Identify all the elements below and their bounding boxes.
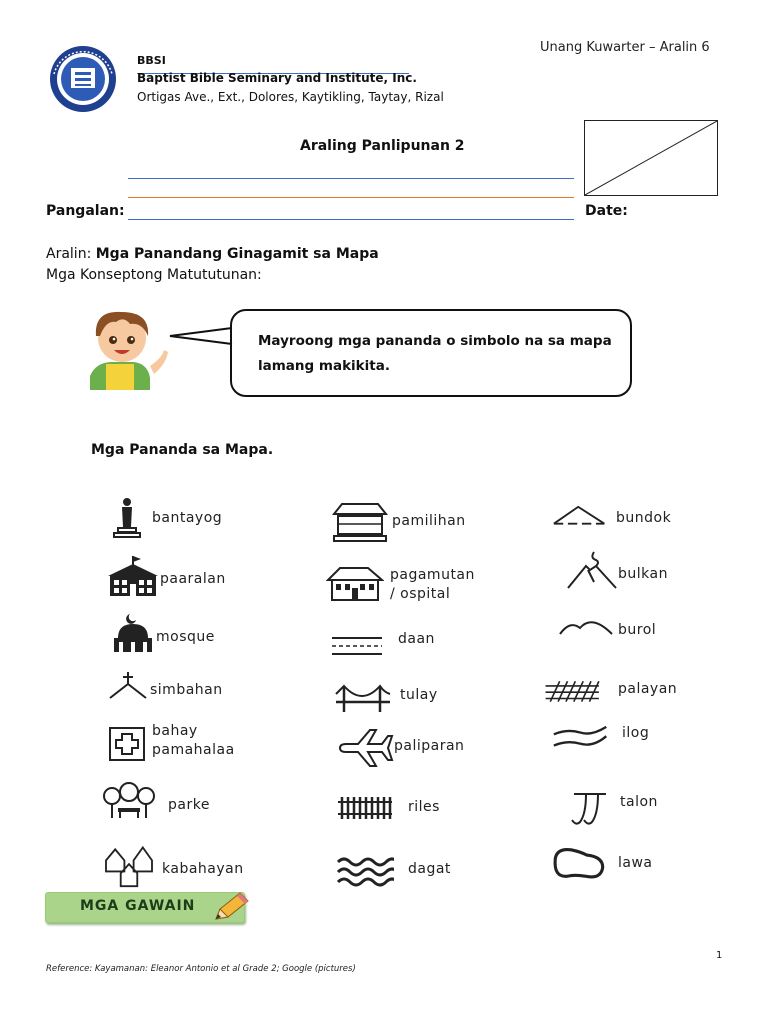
- reference-footnote: Reference: Kayamanan: Eleanor Antonio et al Grade 2; Google (pictures): [46, 964, 356, 974]
- legend-label: talon: [620, 794, 658, 810]
- legend-label-line: / ospital: [390, 586, 451, 602]
- school-seal-logo: [40, 44, 126, 114]
- road-icon: [330, 624, 388, 670]
- date-field-label: Date:: [585, 203, 628, 219]
- subject-title: Araling Panlipunan 2: [300, 138, 465, 154]
- market-icon: [330, 500, 388, 546]
- legend-label: bantayog: [152, 510, 223, 526]
- school-address: Ortigas Ave., Ext., Dolores, Kaytikling, Taytay, Rizal: [137, 90, 444, 104]
- legend-label: simbahan: [150, 682, 223, 698]
- speech-bubble-tail: [168, 326, 234, 348]
- school-icon: [104, 554, 162, 600]
- legend-label-line: bahay: [152, 723, 198, 739]
- mountain-icon: [552, 496, 610, 542]
- boy-illustration: [76, 306, 172, 390]
- legend-label: ilog: [622, 725, 650, 741]
- monument-icon: [98, 494, 156, 540]
- volcano-icon: [564, 548, 622, 594]
- legend-label: mosque: [156, 629, 215, 645]
- legend-label: bundok: [616, 510, 672, 526]
- sea-icon: [336, 848, 394, 894]
- legend-title: Mga Pananda sa Mapa.: [91, 442, 274, 458]
- legend-label: [152, 722, 235, 760]
- pencil-icon: [210, 891, 250, 923]
- legend-label: burol: [618, 622, 657, 638]
- school-abbreviation: BBSI: [137, 54, 166, 67]
- houses-icon: [100, 842, 158, 888]
- writing-line: [128, 178, 574, 179]
- legend-label: parke: [168, 797, 210, 813]
- writing-line: [128, 197, 574, 198]
- legend-label: paliparan: [394, 738, 465, 754]
- name-field-label: Pangalan:: [46, 203, 125, 219]
- writing-line: [128, 219, 574, 220]
- school-name: Baptist Bible Seminary and Institute, Inc.: [137, 71, 417, 85]
- river-icon: [552, 716, 610, 762]
- waterfall-icon: [566, 784, 624, 830]
- legend-label: palayan: [618, 681, 678, 697]
- speech-bubble-text: Mayroong mga pananda o simbolo na sa mapa lamang makikita.: [258, 333, 612, 374]
- airport-icon: [336, 726, 394, 772]
- concepts-label: Mga Konseptong Matututunan:: [46, 267, 262, 283]
- legend-label: lawa: [618, 855, 653, 871]
- mga-gawain-button-label[interactable]: MGA GAWAIN: [80, 898, 196, 914]
- legend-label: [390, 566, 475, 604]
- legend-label: paaralan: [160, 571, 226, 587]
- government-house-icon: [326, 562, 384, 608]
- hill-icon: [558, 612, 616, 658]
- bridge-icon: [334, 676, 392, 722]
- quarter-lesson-label: Unang Kuwarter – Aralin 6: [540, 40, 710, 55]
- legend-label: riles: [408, 799, 440, 815]
- lesson-line: [46, 246, 379, 262]
- legend-label: tulay: [400, 687, 438, 703]
- legend-label-line: pagamutan: [390, 567, 475, 583]
- mosque-icon: [104, 612, 162, 658]
- legend-label-line: pamahalaa: [152, 742, 235, 758]
- legend-label: kabahayan: [162, 861, 244, 877]
- park-icon: [100, 782, 158, 828]
- rice-field-icon: [544, 670, 602, 716]
- legend-label: bulkan: [618, 566, 668, 582]
- legend-label: dagat: [408, 861, 451, 877]
- legend-label: daan: [398, 631, 435, 647]
- legend-label: pamilihan: [392, 513, 466, 529]
- railway-icon: [336, 786, 394, 832]
- lesson-title: Mga Panandang Ginagamit sa Mapa: [95, 246, 379, 262]
- lesson-prefix: Aralin:: [46, 246, 96, 262]
- grade-box: [584, 120, 718, 196]
- lake-icon: [550, 840, 608, 886]
- page-number: 1: [716, 950, 723, 961]
